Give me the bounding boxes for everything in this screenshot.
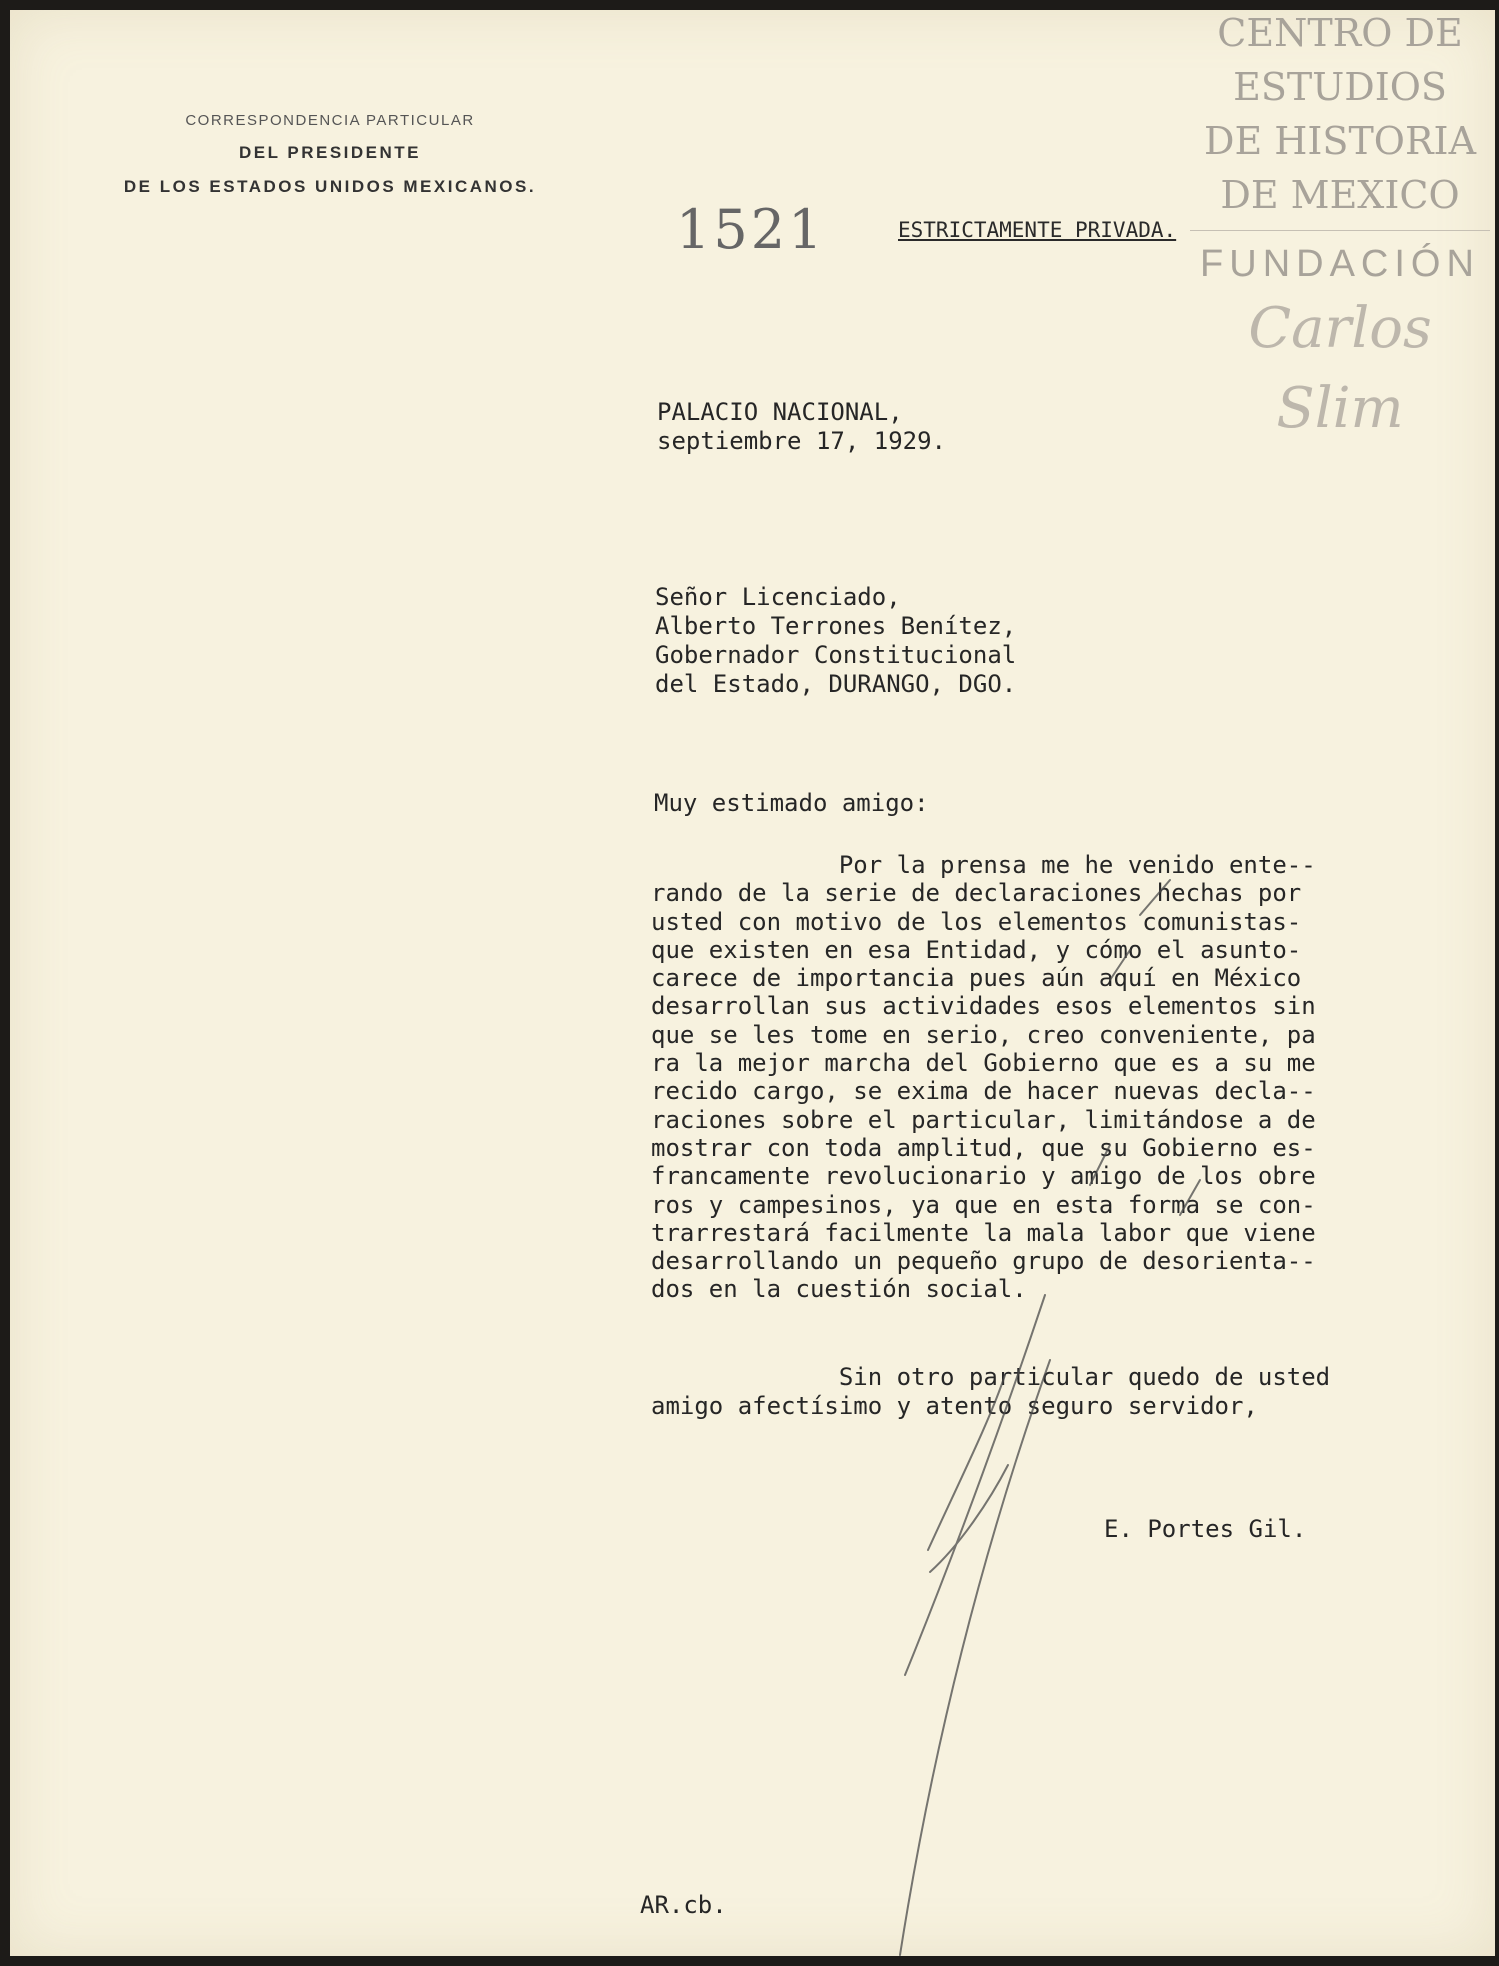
watermark-foundation: FUNDACIÓN [1200,243,1480,285]
body-line: carece de importancia pues aún aquí en México [651,964,1302,993]
archive-watermark [1190,6,1490,441]
letter-body [651,851,1316,1304]
body-line: que se les tome en serio, creo conveniente, pa [651,1020,1316,1049]
salutation: Muy estimado amigo: [654,789,929,817]
watermark-name: Carlos Slim [1248,296,1432,441]
place-date [657,398,946,456]
document-number: 1521 [676,198,826,261]
watermark-line-4: DE MEXICO [1220,173,1460,217]
body-line: raciones sobre el particular, limitándose a de [651,1105,1316,1134]
classification-label: ESTRICTAMENTE PRIVADA. [898,218,1177,242]
letterhead [70,112,590,197]
recipient-line-1: Señor Licenciado, [655,583,901,611]
letterhead-line-2: DEL PRESIDENTE [238,143,422,162]
recipient-line-4: del Estado, DURANGO, DGO. [655,670,1017,698]
watermark-line-3: DE HISTORIA [1203,119,1477,163]
recipient-block [655,583,1016,699]
body-line: ra la mejor marcha del Gobierno que es a su me [651,1049,1316,1078]
watermark-line-2: ESTUDIOS [1233,65,1447,109]
place-line: PALACIO NACIONAL, [657,398,903,426]
closing-line-2: amigo afectísimo y atento seguro servidor, [651,1392,1258,1420]
body-line: dos en la cuestión social. [651,1275,1027,1304]
body-line: desarrollan sus actividades esos elementos sin [651,992,1316,1021]
body-line: francamente revolucionario y amigo de los obre [651,1162,1316,1191]
closing-block [651,1363,1330,1421]
signer-name: E. Portes Gil. [1104,1515,1307,1543]
body-line: desarrollando un pequeño grupo de desorienta-- [651,1247,1316,1276]
letterhead-line-3: DE LOS ESTADOS UNIDOS MEXICANOS. [123,177,537,196]
body-line: Por la prensa me he venido ente-- [651,851,1316,879]
body-line: usted con motivo de los elementos comunistas- [651,907,1302,936]
body-line: recido cargo, se exima de hacer nuevas decla-- [651,1077,1316,1106]
closing-line-1: Sin otro particular quedo de usted [651,1363,1331,1391]
body-line: ros y campesinos, ya que en esta forma se con- [651,1190,1316,1219]
letterhead-line-1: CORRESPONDENCIA PARTICULAR [185,112,475,129]
watermark-divider [1190,230,1490,231]
reference-initials: AR.cb. [640,1891,727,1919]
recipient-line-3: Gobernador Constitucional [655,641,1017,669]
body-line: rando de la serie de declaraciones hechas por [651,879,1302,908]
body-line: trarrestará facilmente la mala labor que viene [651,1218,1316,1247]
recipient-line-2: Alberto Terrones Benítez, [655,612,1017,640]
watermark-line-1: CENTRO DE [1217,11,1463,55]
body-line: mostrar con toda amplitud, que su Gobierno es- [651,1133,1316,1162]
date-line: septiembre 17, 1929. [657,427,946,455]
body-line: que existen en esa Entidad, y cómo el asunto- [651,935,1302,964]
